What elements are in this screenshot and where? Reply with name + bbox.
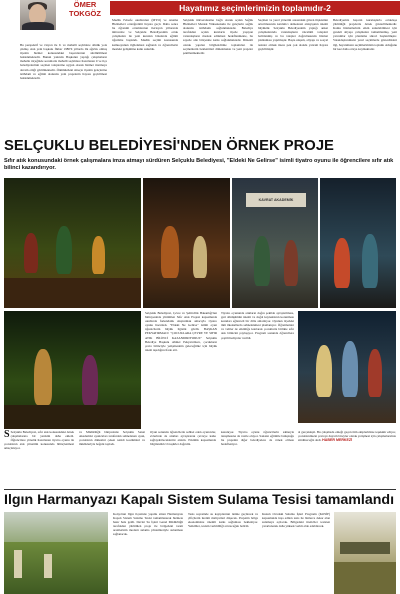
theater-photo-4 [320, 178, 396, 308]
irrigation-photo-2 [334, 512, 396, 594]
section-divider [4, 489, 396, 490]
lower-column-2: Tesis sayesinde su kayıplarının önüne geçilecek ve çiftçilerin üretim maliyetleri düşecek. Projenin bölge ekonomisine önemli katkı sağlaması bekleniyor. Yetkililer, tesisin verimliliği artıracağını belirtti. [188, 512, 258, 529]
hayat-headline: Hayatımız seçimlerimizin toplamıdır-2 [110, 1, 400, 15]
columnist-name [60, 1, 110, 18]
feature-bottom-column-1-text: Selçuklu Belediyesi, sıfır atık konusundaki örnek çalışmalarına bir yenisini daha ekledi. Öğrencilere yönelik hazırlanan tiyatro oyunu ile çocukların atık yönetimi konusunda bilinçlenmesi amaçlanıyor. [4, 430, 74, 451]
theater-photo-6 [298, 311, 396, 423]
feature-middle-column-2: Tiyatro oyununda atıkların doğru şekilde ayrıştırılması, geri dönüşümün önemi ve doğal kaynakların korunması konuları eğlenceli bir dille anlatılıyor. Oyunun ilçedeki tüm ilkokullarda sahnelenmesi planlanıyor. Öğretmenler ve veliler de etkinliğe katılarak çocuklarla birlikte sıfır atık bilincini paylaşıyor. Program sonunda öğrencilere çeşitli hediyeler verildi. [221, 311, 294, 340]
hayat-column-2: Selçuklu üniversitesine bağlı olarak açılan Sağlık Hizmetleri Meslek Yüksekokulu ile gençlerin sağlık alanında istihdamı sağlanmaktadır. Belediye tarafından açılan kurslarla ilçede yaşayan vatandaşların meslek edinmesi hedeflenmekte, bu sayede aile bütçesine katkı sağlanmaktadır. Düzenli olarak yapılan bilgilendirme toplantıları ile seçmenlerin beklentileri dinlenmekte ve yeni projeler şekillenmektedir. [183, 18, 253, 55]
columnist-name-line2: TOKGÖZ [69, 8, 101, 18]
lower-column-3: Kuzulı Ovadaki Sulama İşleri Programı (KOSİP) kapsamında inşa edilen tesis ile binlerce dekar alan sulamaya açılacak. Bölgedeki üreticiler tesisten yararlanarak daha yüksek verim elde edebilecek. [262, 512, 330, 529]
feature-bottom-column-5 [298, 430, 396, 486]
feature-bottom-column-4: kazanıyor. Tiyatro oyunu öğrencilerin sahneyle tanışmasına da vesile oluyor. Sanatın eğitimle buluştuğu bu projenin diğer belediyelere de örnek olması hedefleniyor. [221, 430, 294, 447]
lower-column-1: Konya'nın Ilgın ilçesinde yapımı süren Harmanyazı Kapalı Sistem Sulama Tesisi tamamlanarak hizmete hazır hale geldi. Devlet Su İşleri Genel Müdürlüğü tarafından yürütülen proje ile bölgedeki tarım arazilerinin modern sulama yöntemleriyle sulanması sağlanacak. [113, 512, 183, 537]
stage-banner: KAVRAT AKADEMİK [246, 193, 306, 207]
feature-headline: SELÇUKLU BELEDİYESİ'NDEN ÖRNEK PROJE [4, 138, 334, 154]
feature-bottom-column-1 [4, 430, 74, 486]
byline: HABER MERKEZİ [322, 438, 353, 443]
columnist-suit [22, 22, 54, 30]
columnist-name-line1: ÖMER [73, 0, 97, 9]
feature-middle-column-1: Selçuklu Belediyesi, Çevre ve Şehircilik Bakanlığı'nın himayesinde yürütülen Sıfır Atık Projesi kapsamında okullarda farkındalık oluşturmak amacıyla tiyatro oyunu hazırladı. "Eldeki Ne Gelirse" isimli oyun öğrencilerin büyük ilgisini gördü. BAŞKAN PEKYATIRMACI: "ÇOCUKLARA ÇEVRE VE SIFIR ATIK BİLİNCİ KAZANDIRIYORUZ" Selçuklu Belediye Başkanı Ahmet Pekyatırmacı, çocukların çevre bilinciyle yetişmesinin geleceğimiz için büyük önem taşıdığını ifade etti. [145, 311, 217, 352]
dropcap: S [4, 430, 10, 440]
columnist-text: Bu perspektif ve vizyon ile 9. ve mahalli seçimlere dönük yola çıkmış olan yeni başkanı İlkbar 1980'li yıllarda ilk ağırlık olmuş ilçenin hizmet konusundaki başarılarının sürdürülmesi beklenmektedir. Bunun yanında Başkanın yaptığı çalışmaların mahalle ölçeğinde sorunlarla mahalli seçimlere hazırlanan il ve ilçe belediyelerinin seçmen taleplerine uygun olarak hizmet üretmeye devam ettiği görülmektedir. Önümüzdeki süreçte ilçenin gençlerine istihdam ve eğitim alanında yeni projelerin hayata geçirilmesi beklenmektedir. [20, 43, 107, 80]
feature-subheadline: Sıfır atık konusundaki örnek çalışmalara imza atmayı sürdüren Selçuklu Belediyesi, "Eldeki Ne Gelirse" isimli tiyatro oyunu ile öğrencilere sıfır atık bilinci kazandırıyor. [4, 158, 394, 172]
irrigation-photo-1 [4, 512, 108, 594]
columnist-photo [20, 0, 56, 30]
hayat-column-4: Belediyemiz başarılı kuruluşlarla ortaklaşa yürüttüğü projelerle örnek gösterilmektedir. Kamu hizmetlerinin etkin sunulabilmesi için gerekli altyapı çalışmaları tamamlanmış, yeni yatırımlar için planlama süreci başlatılmıştır. Vatandaşlarımızın yerel seçimlerde gösterdikleri ilgi, hayatımızın seçimlerimizin toplamı olduğunu bir kez daha ortaya koymaktadır. [333, 18, 397, 51]
theater-photo-5 [4, 311, 141, 429]
feature-bottom-column-2: ve Müdürlüğü bünyesinde Selçuklu Sanat Akademisi oyuncuları tarafından sahnelenen oyun, çocukların dikkatini çeken renkli kostümleri ve müzikleriyle beğeni topladı. [79, 430, 145, 447]
theater-photo-1 [4, 178, 141, 308]
theater-photo-2 [143, 178, 230, 308]
lower-headline: Ilgın Harmanyazı Kapalı Sistem Sulama Tesisi tamamlandı [4, 492, 395, 508]
feature-bottom-column-3: Oyun sonunda öğrencilerle sohbet eden oyuncular, evlerinde de atıkları ayrıştırarak çevreye katkı sağlayabileceklerini anlattı. Etkinlik kapsamında bilgilendirici broşürler dağıtıldı. [150, 430, 216, 447]
feature-bottom-column-5-text: al gerçekleşti. Bu çalışmada emeği geçen tüm ekiplerimize teşekkür ediyor, çocuklarımızın çevreye duyarlı bireyler olarak yetişmesi için çalışmalarımızı sürdüreceğiz dedi. [298, 430, 396, 443]
hayat-column-3: Seçmen ve yerel yönetim arasındaki güven ilişkisinin artırılmasında katılımcı demokrasi anlayışının önemi büyüktür. Selçuklu Belediyesinin yaptığı anket çalışmalarında vatandaşların öncelikli talepleri belirlenmiş ve bu talepler doğrultusunda hizmet planlaması yapılmıştır. Başta ulaşım, altyapı ve sosyal tesisler olmak üzere pek çok alanda yatırım hayata geçirilmiştir. [258, 18, 328, 51]
hayat-column-1: Mezhk Felsefe okullarının (MYO) ve Anama Hizmetleri ortaöğretimi hayata geçti. Daha sonra bu öğrenim ortamlarının ilerleyen yıllarında üniversite ve Selçuklu Belediyesinin ortak çalışmaları ile yeni kurulan binalarda eğitim öğretime başlandı. Mezhk seçimi konusunda kamuoyunun ilgilenmesi sağlandı ve öğrencilerin mesleki gelişimine katkı sunuldu. [112, 18, 178, 51]
